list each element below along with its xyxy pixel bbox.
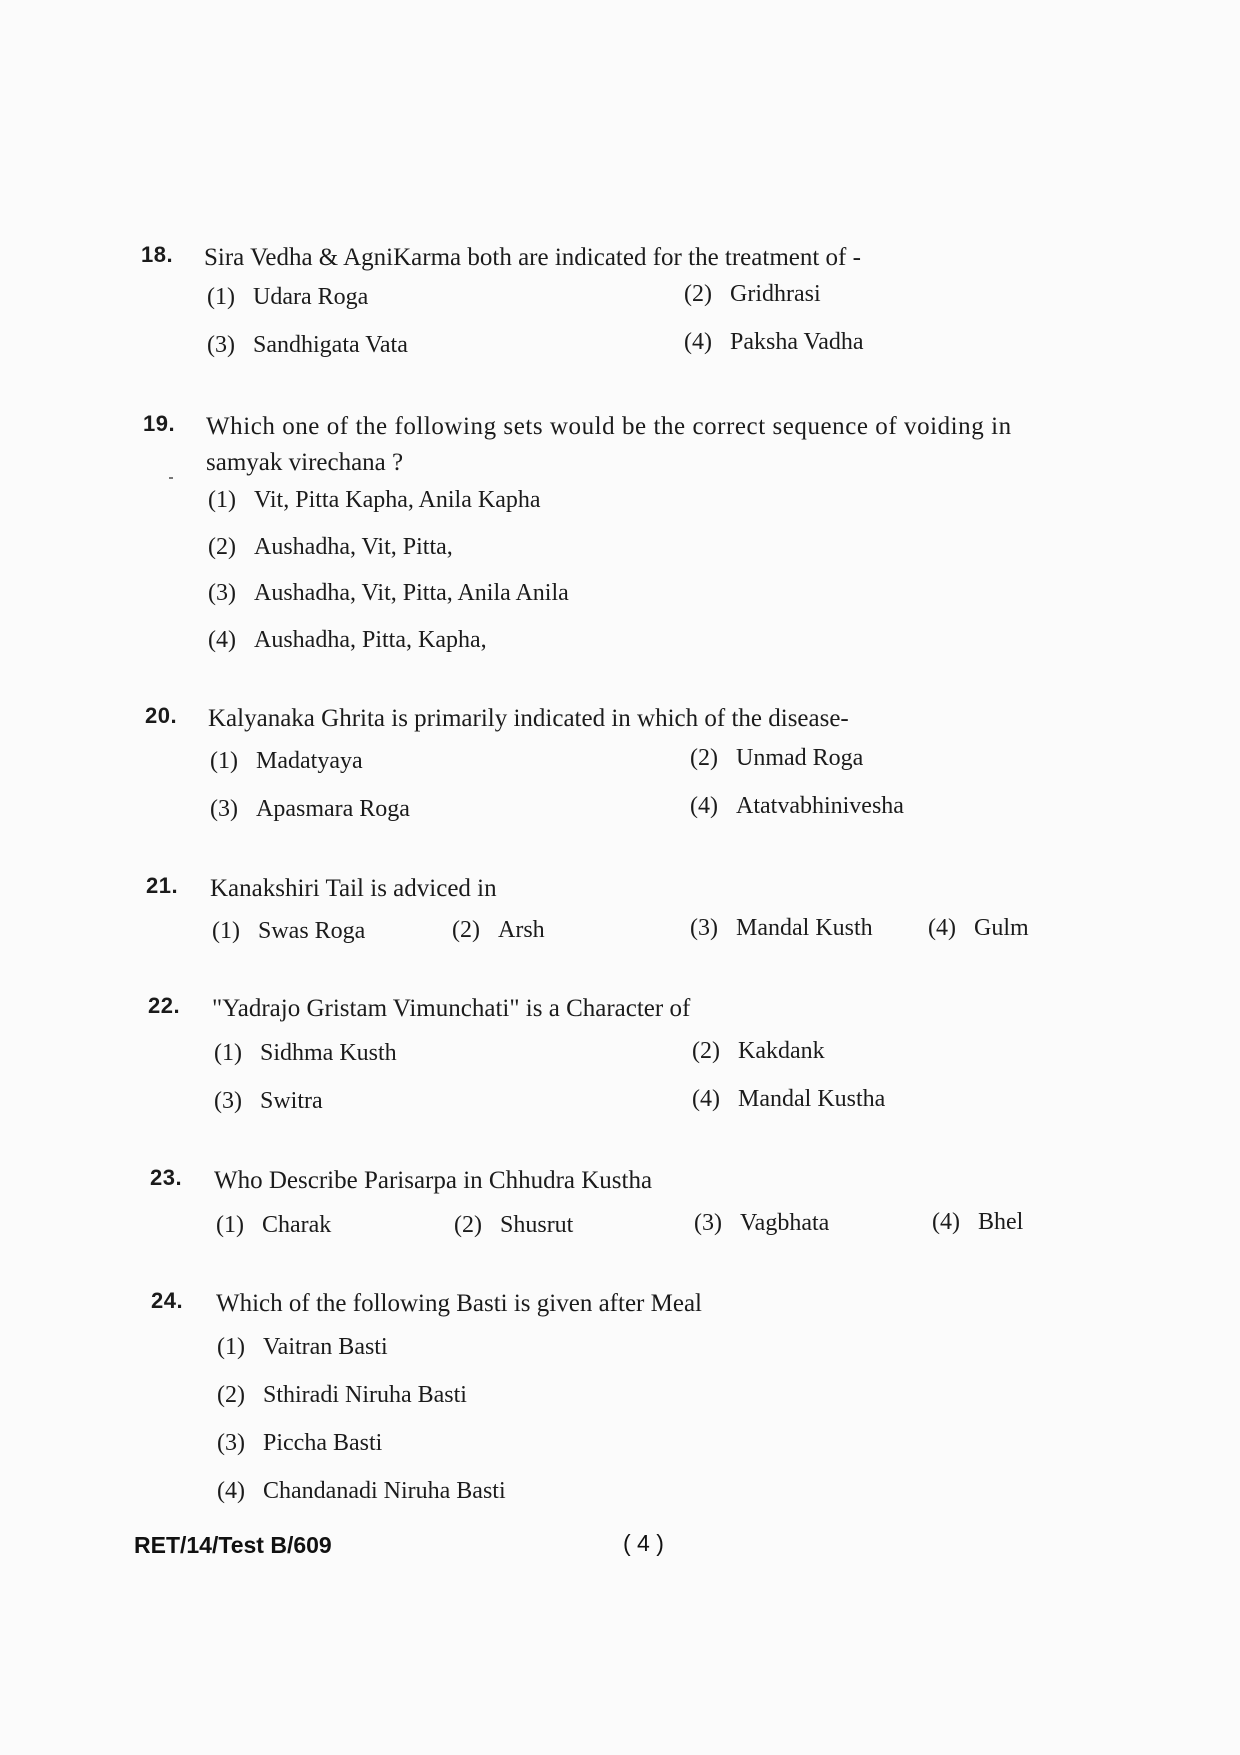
question-number: 19. [143,411,176,436]
option-4 [217,1478,506,1505]
option-text: Sthiradi Niruha Basti [263,1382,467,1408]
question-number: 18. [141,242,174,267]
option-2 [452,917,545,944]
option-1 [216,1212,331,1239]
option-number: (4) [690,793,718,819]
option-number: (4) [208,627,236,653]
option-4 [690,793,904,820]
option-text: Vaitran Basti [263,1334,388,1360]
option-3 [214,1088,323,1115]
option-2 [208,534,453,561]
option-text: Aushadha, Vit, Pitta, [254,534,453,560]
question-number: 24. [151,1288,184,1313]
option-text: Madatyaya [256,748,363,774]
test-code: RET/14/Test B/609 [134,1532,332,1558]
question-21 [146,873,1146,913]
option-number: (3) [690,915,718,941]
question-text-line-1: Which one of the following sets would be the correct sequence of voiding in [206,413,1012,440]
option-text: Bhel [978,1209,1024,1235]
option-text: Kakdank [738,1038,825,1064]
option-number: (3) [694,1210,722,1236]
question-number: 22. [148,993,181,1018]
option-number: (1) [216,1212,244,1238]
option-1 [208,487,541,514]
option-number: (2) [690,745,718,771]
option-number: (2) [684,281,712,307]
option-3 [208,580,569,607]
option-text: Swas Roga [258,918,366,944]
option-number: (2) [454,1212,482,1238]
option-3 [694,1210,829,1237]
option-text: Mandal Kusth [736,915,873,941]
option-text: Sidhma Kusth [260,1040,397,1066]
option-text: Charak [262,1212,332,1238]
question-text: Kalyanaka Ghrita is primarily indicated in which of the disease- [208,705,849,732]
option-2 [692,1038,825,1065]
option-text: Atatvabhinivesha [736,793,904,819]
option-4 [928,915,1029,942]
option-number: (4) [932,1209,960,1235]
option-number: (3) [217,1430,245,1456]
question-22 [148,993,1148,1033]
option-number: (2) [217,1382,245,1408]
option-1 [214,1040,397,1067]
option-number: (1) [207,284,235,310]
option-number: (1) [210,748,238,774]
option-2 [454,1212,573,1239]
option-number: (1) [217,1334,245,1360]
option-text: Switra [260,1088,323,1114]
option-4 [692,1086,885,1113]
question-19 [143,411,1143,491]
option-1 [217,1334,388,1361]
option-text: Aushadha, Pitta, Kapha, [254,627,487,653]
option-number: (4) [692,1086,720,1112]
question-number: 23. [150,1165,183,1190]
option-1 [212,918,365,945]
question-20 [145,703,1145,743]
question-number: 21. [146,873,179,898]
option-text: Sandhigata Vata [253,332,408,358]
option-2 [684,281,821,308]
option-3 [210,796,410,823]
option-number: (1) [212,918,240,944]
option-3 [690,915,873,942]
option-text: Chandanadi Niruha Basti [263,1478,506,1504]
option-text: Gridhrasi [730,281,821,307]
page-number: ( 4 ) [623,1530,664,1556]
question-23 [150,1165,1150,1205]
option-number: (3) [210,796,238,822]
option-number: (4) [684,329,712,355]
option-4 [684,329,864,356]
option-text: Vagbhata [740,1210,830,1236]
option-number: (2) [208,534,236,560]
option-number: (1) [214,1040,242,1066]
option-text: Mandal Kustha [738,1086,886,1112]
option-number: (3) [208,580,236,606]
option-text: Arsh [498,917,545,943]
option-number: (1) [208,487,236,513]
option-4 [208,627,487,654]
option-1 [210,748,363,775]
question-text: "Yadrajo Gristam Vimunchati" is a Character of [212,995,691,1022]
option-text: Unmad Roga [736,745,864,771]
question-text-line-2: samyak virechana ? [206,449,404,476]
option-number: (4) [217,1478,245,1504]
option-text: Piccha Basti [263,1430,383,1456]
question-text: Sira Vedha & AgniKarma both are indicated for the treatment of - [204,244,861,271]
option-text: Shusrut [500,1212,574,1238]
option-number: (2) [692,1038,720,1064]
scan-speck [169,477,173,479]
option-text: Udara Roga [253,284,369,310]
option-3 [207,332,408,359]
option-text: Paksha Vadha [730,329,864,355]
option-2 [217,1382,467,1409]
question-number: 20. [145,703,178,728]
question-text: Who Describe Parisarpa in Chhudra Kustha [214,1167,653,1194]
option-4 [932,1209,1023,1236]
option-text: Vit, Pitta Kapha, Anila Kapha [254,487,541,513]
option-3 [217,1430,382,1457]
option-2 [690,745,863,772]
option-number: (4) [928,915,956,941]
question-text: Kanakshiri Tail is adviced in [210,875,497,902]
option-text: Apasmara Roga [256,796,410,822]
option-text: Aushadha, Vit, Pitta, Anila Anila [254,580,569,606]
option-text: Gulm [974,915,1029,941]
option-1 [207,284,368,311]
option-number: (2) [452,917,480,943]
question-text: Which of the following Basti is given after Meal [216,1290,702,1317]
option-number: (3) [207,332,235,358]
option-number: (3) [214,1088,242,1114]
question-24 [151,1288,1151,1328]
